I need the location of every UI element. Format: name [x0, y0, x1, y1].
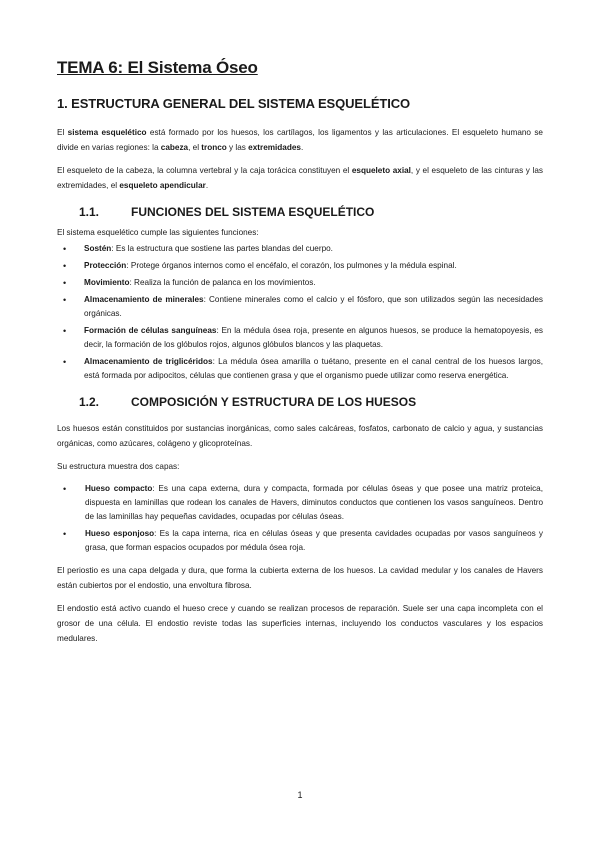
section-number: 1.1. [79, 205, 100, 219]
section-1-2-paragraph-1: Los huesos están constituidos por sustancias inorgánicas, como sales calcáreas, fosfatos, carbonato de calcio y agua, y sustancias orgánicas, como azúcares, colágeno y glicoproteínas. [57, 424, 543, 448]
bullet-icon: • [63, 484, 67, 494]
section-title: COMPOSICIÓN Y ESTRUCTURA DE LOS HUESOS [131, 395, 417, 409]
list-item: • Protección: Protege órganos internos como el encéfalo, el corazón, los pulmones y la médula espinal. [63, 261, 457, 271]
list-item: • Sostén: Es la estructura que sostiene las partes blandas del cuerpo. [63, 244, 333, 254]
bullet-icon: • [63, 326, 67, 336]
section-1-heading: 1. ESTRUCTURA GENERAL DEL SISTEMA ESQUELÉTICO [57, 96, 411, 111]
bullet-icon: • [63, 261, 67, 271]
section-number: 1.2. [79, 395, 100, 409]
section-1-2-heading [79, 395, 543, 409]
list-item: • Hueso esponjoso: Es la capa interna, rica en células óseas y que presenta cavidades ocupadas por vasos sanguíneos y grasa, que forman espacios ocupados por médula ósea roja. [63, 529, 543, 552]
list-item: • Formación de células sanguíneas: En la médula ósea roja, presente en algunos huesos, se produce la hematopoyesis, es decir, la formación de los glóbulos rojos, algunos glóbulos blancos y las plaquetas. [63, 326, 543, 349]
bullet-icon: • [63, 357, 67, 367]
functions-list [57, 242, 543, 383]
section-1-paragraph-2: El esqueleto de la cabeza, la columna vertebral y la caja torácica constituyen el esqueleto axial, y el esqueleto de las cinturas y las extremidades, el esqueleto apendicular. [57, 166, 543, 190]
list-item: • Movimiento: Realiza la función de palanca en los movimientos. [63, 278, 316, 288]
functions-intro: El sistema esquelético cumple las siguientes funciones: [57, 228, 259, 237]
section-title: FUNCIONES DEL SISTEMA ESQUELÉTICO [131, 205, 375, 219]
list-item: • Hueso compacto: Es una capa externa, dura y compacta, formada por células óseas y que posee una matriz proteica, dispuesta en laminillas que rodean los canales de Havers, diminutos conductos que contienen los vasos sanguíneos. Dentro de las laminillas hay pequeñas cavidades, ocupadas por células óseas. [63, 484, 544, 521]
bullet-icon: • [63, 295, 67, 305]
list-item: • Almacenamiento de minerales: Contiene minerales como el calcio y el fósforo, que son utilizados según las necesidades orgánicas. [63, 295, 543, 318]
layers-list [57, 482, 543, 555]
bullet-icon: • [63, 244, 67, 254]
section-1-paragraph-1: El sistema esquelético está formado por los huesos, los cartílagos, los ligamentos y las articulaciones. El esqueleto humano se divide en varias regiones: la cabeza, el tronco y las extremidades. [57, 128, 543, 152]
page-number: 1 [297, 790, 303, 800]
section-1-1-heading [79, 205, 543, 219]
section-1-2-paragraph-4: El endostio está activo cuando el hueso crece y cuando se realizan procesos de reparación. Suele ser una capa incompleta con el grosor de una célula. El endostio reviste todas las superficies internas, incluyendo los conductos vasculares y los espacios medulares. [57, 604, 543, 643]
list-item: • Almacenamiento de triglicéridos: La médula ósea amarilla o tuétano, presente en el canal central de los huesos largos, está formada por adipocitos, células que contienen grasa y que el organismo puede utilizar como reserva energética. [63, 357, 543, 380]
section-1-2-paragraph-2: Su estructura muestra dos capas: [57, 462, 180, 471]
bullet-icon: • [63, 278, 67, 288]
section-1-2-paragraph-3: El periostio es una capa delgada y dura, que forma la cubierta externa de los huesos. La cavidad medular y los canales de Havers están cubiertos por el endostio, una envoltura fibrosa. [57, 566, 543, 590]
page-title: TEMA 6: El Sistema Óseo [57, 58, 258, 77]
bullet-icon: • [63, 529, 67, 539]
